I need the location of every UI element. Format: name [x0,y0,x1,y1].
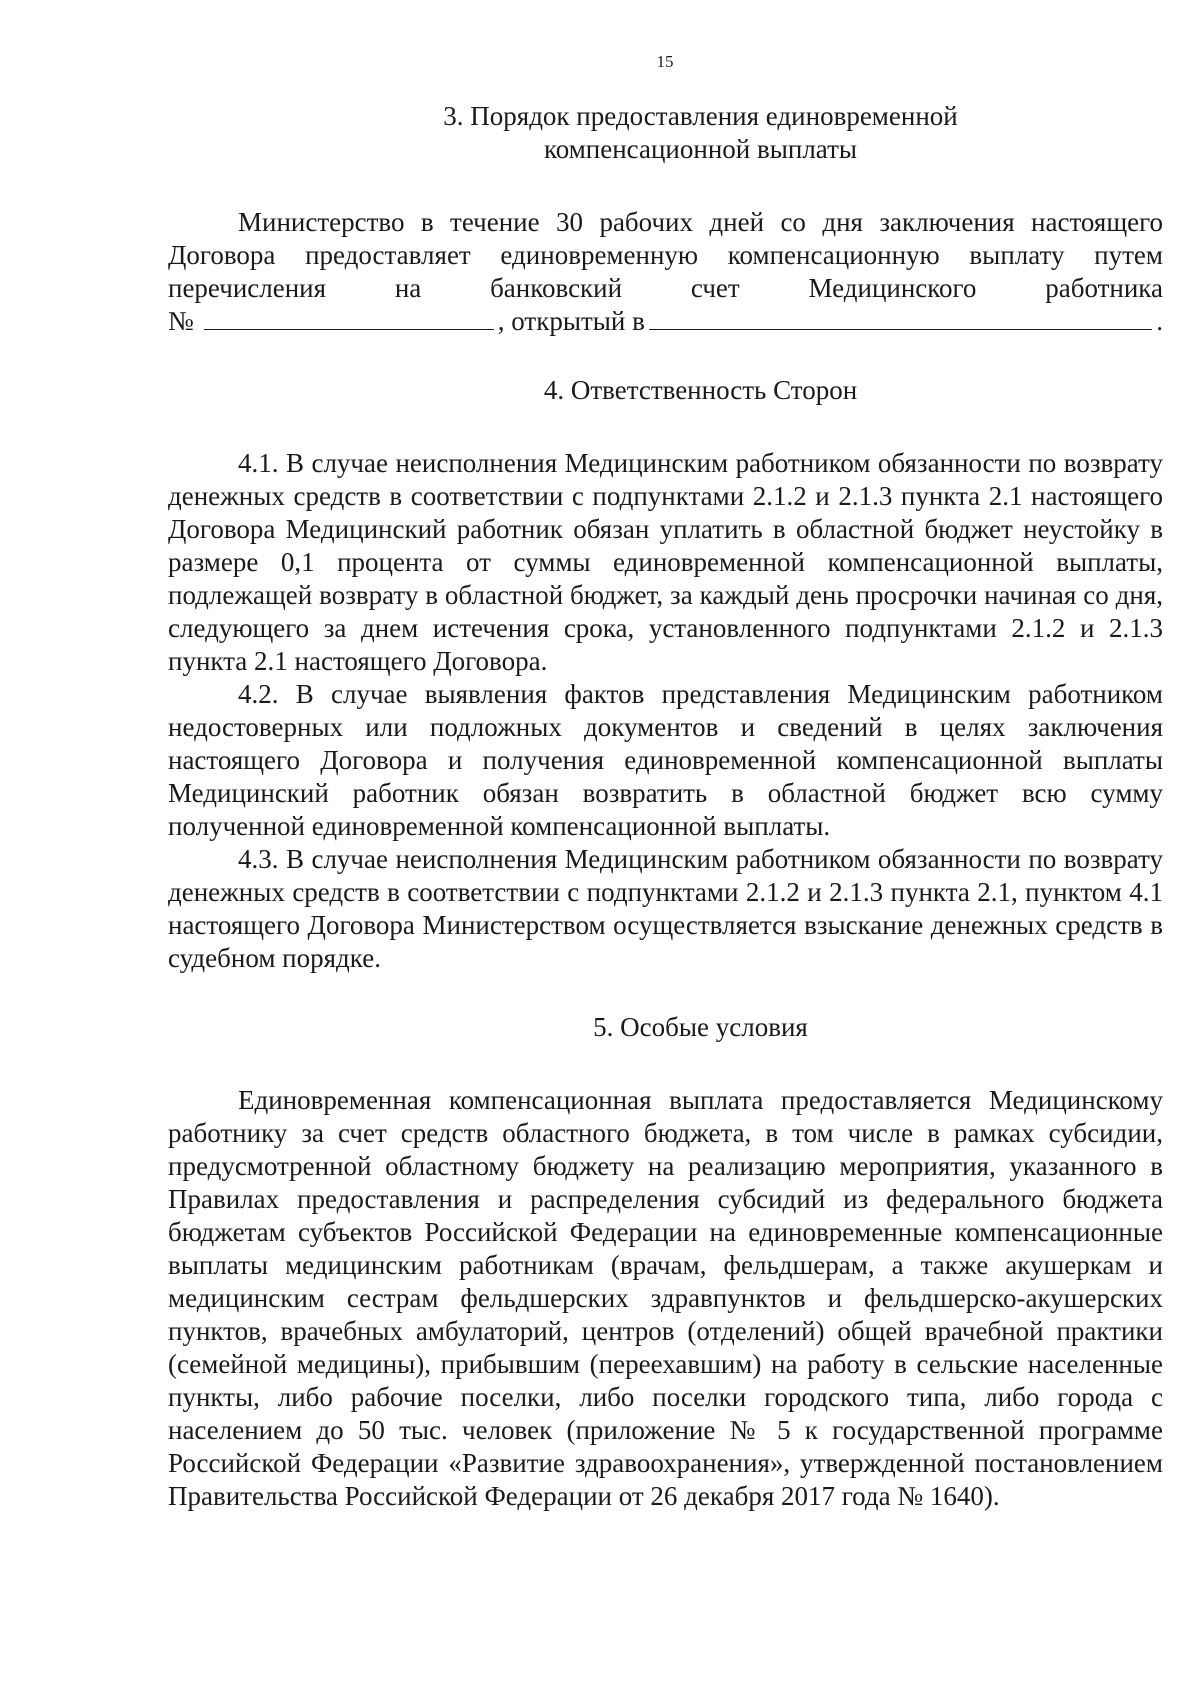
section-3-title [168,100,1163,166]
clause-4-2: 4.2. В случае выявления фактов представления Медицинским работником недостоверных или подложных документов и сведений в целях заключения настоящего Договора и получения единовременной компенсационной выплаты Медицинский работник обязан возвратить в областной бюджет всю сумму полученной единовременной компенсационной выплаты. [168,679,1163,841]
document-body [168,100,1163,1513]
page-number: 15 [656,52,674,71]
account-line [168,305,1163,338]
section-5-paragraph: Единовременная компенсационная выплата предоставляется Медицинскому работнику за счет средств областного бюджета, в том числе в рамках субсидии, предусмотренной областному бюджету на реализацию мероприятия, указанного в Правилах предоставления и распределения субсидий из федерального бюджета бюджетам субъектов Российской Федерации на единовременные компенсационные выплаты медицинским работникам (врачам, фельдшерам, а также акушеркам и медицинским сестрам фельдшерских здравпунктов и фельдшерско-акушерских пунктов, врачебных амбулаторий, центров (отделений) общей врачебной практики (семейной медицины), прибывшим (переехавшим) на работу в сельские населенные пункты, либо рабочие поселки, либо поселки городского типа, либо города с населением до 50 тыс. человек (приложение № 5 к государственной программе Российской Федерации «Развитие здравоохранения», утвержденной постановлением Правительства Российской Федерации от 26 декабря 2017 года № 1640). [168,1085,1163,1511]
section-3-title-line1: 3. Порядок предоставления единовременной [443,101,958,131]
section-5-title: 5. Особые условия [593,1012,808,1042]
section-4 [168,374,1163,975]
section-4-title: 4. Ответственность Сторон [543,375,858,405]
section-3-title-line2: компенсационной выплаты [543,134,858,164]
clause-4-1: 4.1. В случае неисполнения Медицинским работником обязанности по возврату денежных средств в соответствии с подпунктами 2.1.2 и 2.1.3 пункта 2.1 настоящего Договора Медицинский работник обязан уплатить в областной бюджет неустойку в размере 0,1 процента от суммы единовременной компенсационной выплаты, подлежащей возврату в областной бюджет, за каждый день просрочки начиная со дня, следующего за днем истечения срока, установленного подпунктами 2.1.2 и 2.1.3 пункта 2.1 настоящего Договора. [168,448,1163,676]
account-number-blank [204,307,494,330]
bank-name-blank [649,307,1152,330]
account-number-label: № [168,306,194,336]
clause-4-3: 4.3. В случае неисполнения Медицинским работником обязанности по возврату денежных средств в соответствии с подпунктами 2.1.2 и 2.1.3 пункта 2.1, пунктом 4.1 настоящего Договора Министерством осуществляется взыскание денежных средств в судебном порядке. [168,844,1163,973]
section-5 [168,1011,1163,1513]
account-line-end: . [1156,306,1163,336]
section-3-paragraph: Министерство в течение 30 рабочих дней со дня заключения настоящего Договора предоставляет единовременную компенсационную выплату путем перечисления на банковский счет Медицинского работника [168,207,1163,303]
account-opened-in-label: , открытый в [497,306,645,336]
section-3 [168,100,1163,338]
